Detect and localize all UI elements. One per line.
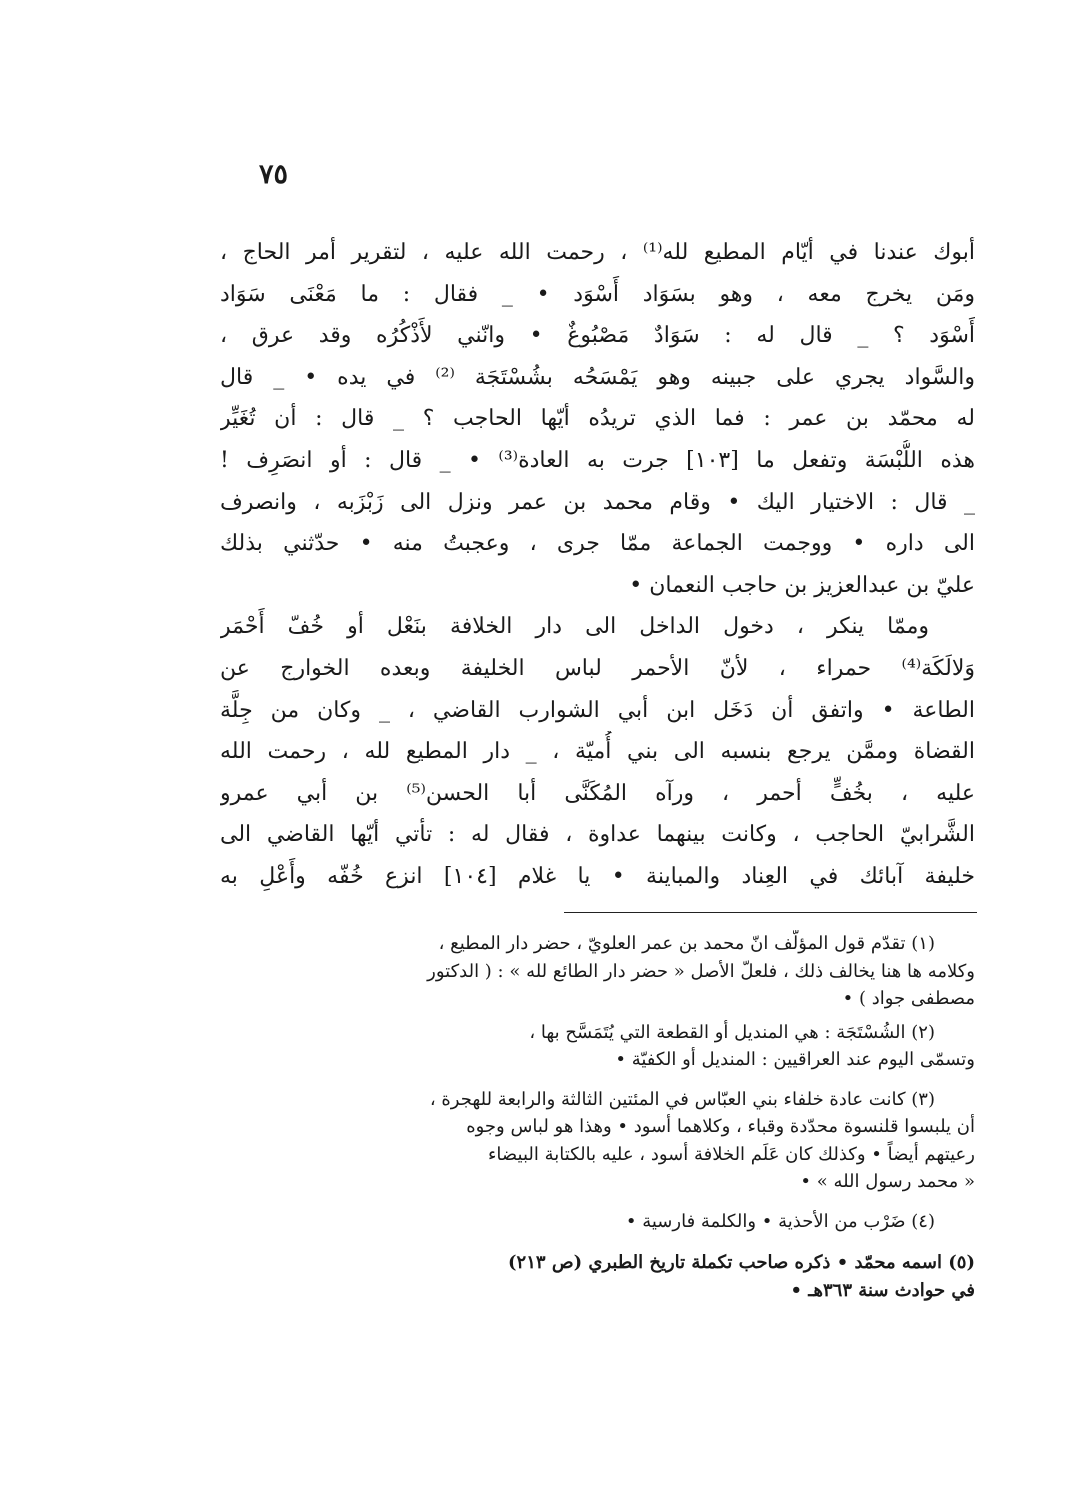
footnote-line: (٤) ضَرْب من الأحذية • والكلمة فارسية • [625,1210,935,1232]
footnote-line: رعيتهم أيضاً • وكذلك كان عَلَم الخلافة أسود ، عليه بالكتابة البيضاء [487,1143,975,1165]
body-line: وممّا ينكر ، دخول الداخل الى دار الخلافة بنَعْل أو خُفّ أَحْمَر [220,614,929,640]
footnote-line: (١) تقدّم قول المؤلّف انّ محمد بن عمر العلويّ ، حضر دار المطيع ، [438,933,935,954]
footnote-line: (٥) اسمه محمّد • ذكره صاحب تكملة تاريخ الطبري (ص ٢١٣) [508,1252,975,1273]
body-line: والسَّواد يجري على جبينه وهو يَمْسَحُه بشُسْتَجَة ⁽²⁾ في يده • _ قال [220,364,975,390]
footnote-line: أن يلبسوا قلنسوة محدّدة وقباء ، وكلاهما أسود • وهذا هو لباس وجوه [466,1116,975,1137]
body-line: عليه ، بخُفٍّ أحمر ، ورآه المُكَنَّى أبا الحسن⁽⁵⁾ بن أبي عمرو [220,780,975,806]
body-line: وَلالَكَة⁽⁴⁾ حمراء ، لأنّ الأحمر لباس الخليفة وبعده الخوارج عن [220,655,975,681]
body-line: هذه اللُّبْسَة وتفعل ما [١٠٣] جرت به العادة⁽³⁾ • _ قال : أو انصَرِف ! [220,447,975,473]
footnote-line: « محمد رسول الله » • [800,1171,975,1192]
body-line: الى داره • ووجمت الجماعة ممّا جرى ، وعجبتُ منه • حدّثني بذلك [220,531,975,557]
footnote-1 [220,930,975,1013]
body-line: أبوك عندنا في أيّام المطيع لله⁽¹⁾ ، رحمت الله عليه ، لتقرير أمر الحاج ، [220,240,975,265]
main-text [220,232,975,898]
footnote-line: وكلامه ها هنا يخالف ذلك ، فلعلّ الأصل « حضر دار الطائع لله » : ( الدكتور [427,960,975,982]
page-number: ٧٥ [259,159,289,190]
footnote-4 [220,1208,975,1236]
body-line: أَسْوَد ؟ _ قال له : سَوَادٌ مَصْبُوغٌ • وانّني لأَذْكُرُه وقد عرق ، [220,323,975,349]
footnote-5 [220,1249,975,1304]
body-line: عليّ بن عبدالعزيز بن حاجب النعمان • [629,572,975,598]
footnote-line: (٢) الشُسْتَجَة : هي المنديل أو القطعة التي يُتَمَسَّح بها ، [529,1021,935,1043]
body-line: القضاة وممَّن يرجع بنسبه الى بني أُميّة ، _ دار المطيع لله ، رحمت الله [220,739,975,765]
body-line: الشَّرابيّ الحاجب ، وكانت بينهما عداوة ، فقال له : تأتي أيّها القاضي الى [220,822,975,848]
body-line: له محمّد بن عمر : فما الذي تريدُه أيّها الحاجب ؟ _ قال : أن تُغَيِّر [220,406,975,432]
body-line: خليفة آبائك في العِناد والمباينة • يا غلام [١٠٤] انزع خُفّه وأَعْلِ به [220,863,975,889]
footnote-line: في حوادث سنة ٣٦٣هـ • [790,1279,975,1301]
footnote-line: مصطفى جواد ) • [842,988,975,1009]
footnote-separator [564,912,977,913]
body-line: ومَن يخرج معه ، وهو بسَوَاد أَسْوَد • _ فقال : ما مَعْنَى سَوَاد [220,281,975,307]
footnote-line: (٣) كانت عادة خلفاء بني العبّاس في المئتين الثالثة والرابعة للهجرة ، [429,1088,935,1110]
footnote-2 [220,1019,975,1074]
footnote-line: وتسمّى اليوم عند العراقيين : المنديل أو الكفيّة • [615,1049,975,1070]
footnotes [220,930,975,1304]
body-line: الطاعة • واتفق أن دَخَل ابن أبي الشوارب القاضي ، _ وكان من جِلَّة [220,697,975,723]
footnote-3 [220,1086,975,1196]
body-line: _ قال : الاختيار اليك • وقام محمد بن عمر ونزل الى زَبْزَبه ، وانصرف [220,489,975,515]
